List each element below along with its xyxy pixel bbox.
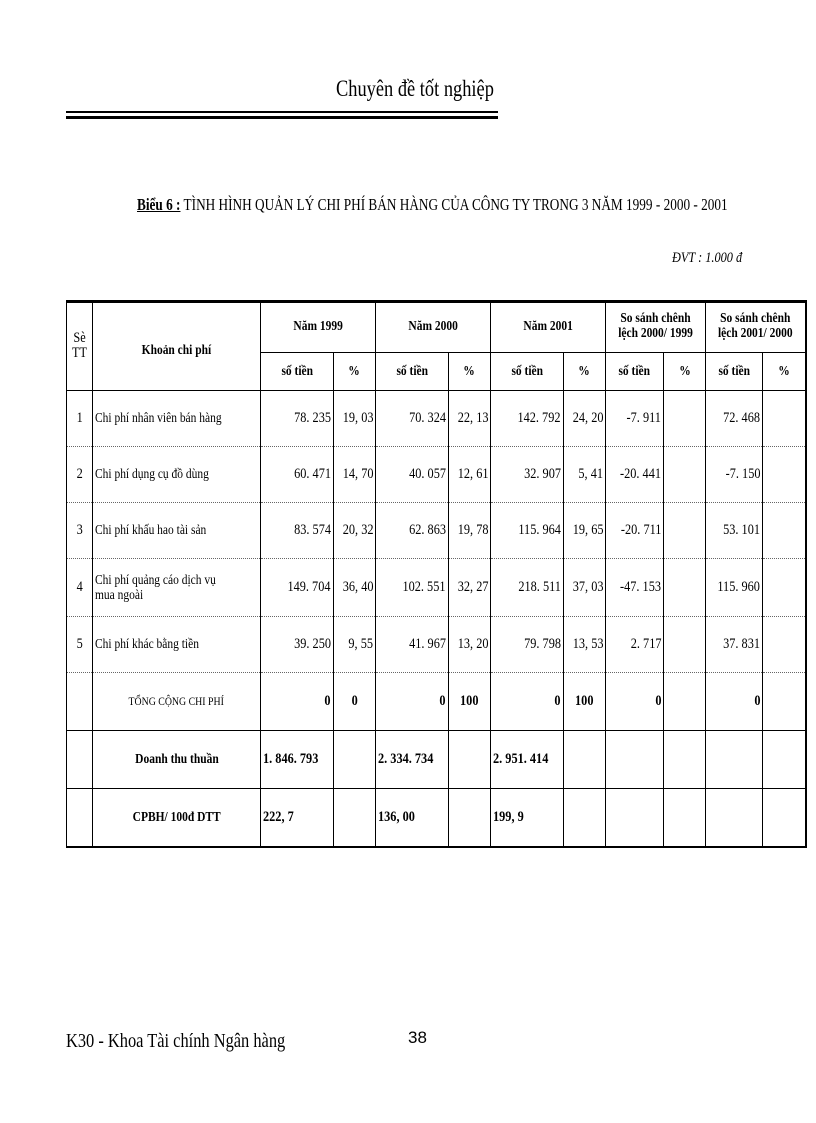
cell-value-text: 9, 55 [348,636,373,652]
cell-value [664,559,706,617]
unit-note: ĐVT : 1.000 đ [672,250,743,266]
header-sub-pct [763,353,806,391]
header-group-1 [261,302,376,353]
data-row [67,617,806,673]
cell-stt-text: 4 [76,579,83,595]
cell-value [664,447,706,503]
header-rule-thick [66,116,498,119]
cell-value [261,391,334,447]
cell-value [563,559,606,617]
cell-item-name-text: Chi phí nhân viên bán hàng [95,411,222,426]
header-rule-thin [66,111,498,113]
cell-value [706,731,763,789]
header-sub-amount [706,353,763,391]
cell-value-text: 102. 551 [402,579,446,595]
cell-value-text: 62. 863 [408,522,446,538]
cell-stt [67,447,93,503]
cell-value-text: 115. 960 [717,579,760,595]
cell-item-name-text: Chi phí khấu hao tài sản [95,523,207,538]
cell-value [563,503,606,559]
cell-value [763,559,806,617]
cell-value [333,447,376,503]
cell-value-text: 39. 250 [293,636,331,652]
header-group-3 [491,302,606,353]
cell-item-name-text: Doanh thu thuần [134,752,219,767]
cell-value [376,559,449,617]
cell-stt [67,731,93,789]
cell-value [606,391,664,447]
cell-value-text: -20. 441 [620,466,661,482]
cell-value [261,731,334,789]
header-group-4-text: So sánh chênh lệch 2000/ 1999 [618,311,693,341]
cell-item-name-text: CPBH/ 100đ DTT [132,809,221,825]
cell-value [333,617,376,673]
cell-value [376,391,449,447]
cell-value-text: 2. 717 [630,636,661,652]
cell-value-text: 0 [439,693,446,709]
header-sub-pct [563,353,606,391]
header-group-5 [706,302,806,353]
cell-value [706,447,763,503]
cell-item-name-text: Chi phí dụng cụ đồ dùng [95,467,209,482]
cell-value [376,789,449,847]
cell-value [376,731,449,789]
header-sub-amount [491,353,564,391]
cell-stt-text: 2 [76,466,83,482]
cell-value [261,617,334,673]
cell-value [491,447,564,503]
cell-value-text: 142. 792 [517,410,561,426]
cell-value [563,673,606,731]
cell-value [563,617,606,673]
cell-value-text: 79. 798 [523,636,561,652]
header-sub-pct-text: % [578,364,590,379]
cell-value [706,391,763,447]
cell-value [448,559,491,617]
cell-value-text: 0 [654,693,661,709]
cell-value-text: 24, 20 [572,410,603,426]
cell-item-name-text: Chi phí quảng cáo dịch vụ mua ngoài [95,572,216,603]
cell-value-text: 20, 32 [342,522,373,538]
cell-value [706,789,763,847]
header-stt-text: Sè TT [71,330,88,361]
cell-stt [67,617,93,673]
header-sub-pct-text: % [463,364,475,379]
cell-value-text: 32, 27 [457,579,488,595]
caption-text: TÌNH HÌNH QUẢN LÝ CHI PHÍ BÁN HÀNG CỦA CÔNG TY TRONG 3 NĂM 1999 - 2000 - 2001 [180,195,728,214]
header-group-4 [606,302,706,353]
page-number: 38 [408,1028,427,1047]
cell-stt [67,503,93,559]
header-item-text: Khoản chi phí [141,343,212,358]
cell-value [491,559,564,617]
data-row [67,503,806,559]
cell-value [664,503,706,559]
cell-value [376,617,449,673]
cell-stt-text: 1 [76,410,83,426]
cell-item-name-text: TỔNG CỘNG CHI PHÍ [128,694,225,708]
cell-value-text: 2. 951. 414 [493,751,549,767]
caption-label: Biểu 6 : [137,195,181,214]
ratio-row [67,789,806,847]
cell-value-text: 2. 334. 734 [378,751,434,767]
cell-value-text: 19, 78 [457,522,488,538]
cell-item-name [93,731,261,789]
cell-value-text: 14, 70 [342,466,373,482]
data-row [67,391,806,447]
cell-value [261,503,334,559]
header-sub-amount-text: số tiền [280,364,313,379]
cell-value [261,789,334,847]
header-sub-amount [261,353,334,391]
cell-value-text: -7. 911 [626,410,661,426]
cell-item-name [93,673,261,731]
cell-value [333,503,376,559]
cell-value-text: 1. 846. 793 [263,751,319,767]
cell-value [763,391,806,447]
cell-value [563,731,606,789]
cell-value [448,503,491,559]
cell-value-text: 19, 03 [342,410,373,426]
cell-value [448,731,491,789]
cell-value [333,731,376,789]
document-header-title: Chuyên đề tốt nghiệp [336,76,494,101]
header-sub-pct-text: % [348,364,360,379]
revenue-row [67,731,806,789]
cell-value [763,617,806,673]
cell-value-text: 199, 9 [493,808,524,825]
cell-value [491,673,564,731]
header-group-2 [376,302,491,353]
cell-value [333,391,376,447]
header-group-5-text: So sánh chênh lệch 2001/ 2000 [717,311,793,341]
cell-value [448,391,491,447]
table-caption [137,195,728,215]
cell-value-text: 222, 7 [263,808,294,825]
cell-value-text: 218. 511 [517,579,561,595]
cell-value [261,559,334,617]
cell-value [376,503,449,559]
cell-value [606,673,664,731]
cell-value [706,673,763,731]
data-row [67,559,806,617]
cell-value-text: -7. 150 [725,466,760,482]
cell-value [563,391,606,447]
cell-value [563,447,606,503]
footer-department: K30 - Khoa Tài chính Ngân hàng [66,1030,286,1052]
cell-value [606,559,664,617]
cell-value [606,617,664,673]
cell-value [261,673,334,731]
header-sub-amount-text: số tiền [510,364,543,379]
cost-table [66,300,807,848]
cell-value [491,391,564,447]
cell-item-name [93,617,261,673]
cell-value-text: 32. 907 [523,466,561,482]
cell-value-text: 78. 235 [293,410,331,426]
cell-value [606,731,664,789]
cell-value [664,391,706,447]
cell-stt [67,391,93,447]
header-sub-amount-text: số tiền [395,364,428,379]
header-group-3-text: Năm 2001 [523,319,573,334]
header-sub-amount [606,353,664,391]
cell-value-text: 37. 831 [723,636,760,652]
cell-value [376,673,449,731]
cell-value [763,673,806,731]
cell-value [763,503,806,559]
cell-value [491,731,564,789]
header-sub-pct-text: % [678,364,691,379]
cell-value-text: 22, 13 [457,410,488,426]
cell-value [706,559,763,617]
cell-value [333,559,376,617]
cell-value-text: 149. 704 [287,579,331,595]
cell-value-text: 36, 40 [342,579,373,595]
cell-value [606,789,664,847]
cell-value [491,503,564,559]
cell-value-text: 136, 00 [378,808,415,825]
cell-value-text: -20. 711 [620,522,661,538]
cell-value-text: 0 [324,693,331,709]
header-stt [67,302,93,391]
cell-value-text: 19, 65 [572,522,603,538]
cell-value [563,789,606,847]
cell-value-text: 13, 20 [457,636,488,652]
header-row-groups [67,302,806,353]
cell-item-name [93,447,261,503]
cell-value [664,789,706,847]
cell-value [448,617,491,673]
cell-value-text: 12, 61 [457,466,488,482]
cell-value [333,673,376,731]
cell-value-text: 0 [554,693,561,709]
cell-item-name [93,789,261,847]
cell-value-text: 100 [575,693,594,709]
cell-value-text: 37, 03 [572,579,603,595]
cell-value-text: 5, 41 [578,466,603,482]
cell-value-text: 72. 468 [723,410,760,426]
cell-value-text: 100 [460,693,479,709]
cell-value [763,731,806,789]
cell-value [491,617,564,673]
cell-value [606,503,664,559]
cell-value-text: 0 [351,693,358,709]
cell-item-name [93,559,261,617]
cell-value [491,789,564,847]
cell-value [763,789,806,847]
header-sub-pct [448,353,491,391]
cell-value [664,673,706,731]
cell-value-text: 40. 057 [408,466,446,482]
cell-value [448,673,491,731]
cell-stt-text: 5 [76,636,83,652]
header-sub-amount-text: số tiền [718,364,750,379]
cell-item-name [93,503,261,559]
cell-stt [67,789,93,847]
total-row [67,673,806,731]
cell-value [376,447,449,503]
cell-value-text: 13, 53 [572,636,603,652]
cell-value-text: 0 [753,693,760,709]
cell-value [261,447,334,503]
header-sub-amount-text: số tiền [618,364,651,379]
header-sub-amount [376,353,449,391]
header-group-1-text: Năm 1999 [293,319,343,334]
cell-value-text: 60. 471 [293,466,331,482]
header-sub-pct-text: % [778,364,790,379]
cell-item-name [93,391,261,447]
cell-value [706,503,763,559]
cell-item-name-text: Chi phí khác bằng tiền [95,637,199,652]
cell-value [448,789,491,847]
cell-value-text: 53. 101 [723,522,760,538]
cell-stt [67,559,93,617]
cell-value-text: 70. 324 [408,410,446,426]
cell-value [448,447,491,503]
header-group-2-text: Năm 2000 [408,319,458,334]
cell-value-text: 83. 574 [293,522,331,538]
data-row [67,447,806,503]
header-sub-pct [333,353,376,391]
cell-stt-text: 3 [76,522,83,538]
cell-value [664,731,706,789]
cell-value-text: 41. 967 [408,636,446,652]
cell-value [606,447,664,503]
cell-value [333,789,376,847]
cell-value-text: -47. 153 [620,579,661,595]
cell-value [664,617,706,673]
header-item [93,302,261,391]
cell-value-text: 115. 964 [517,522,561,538]
header-sub-pct [664,353,706,391]
cell-value [706,617,763,673]
cell-value [763,447,806,503]
cell-stt [67,673,93,731]
